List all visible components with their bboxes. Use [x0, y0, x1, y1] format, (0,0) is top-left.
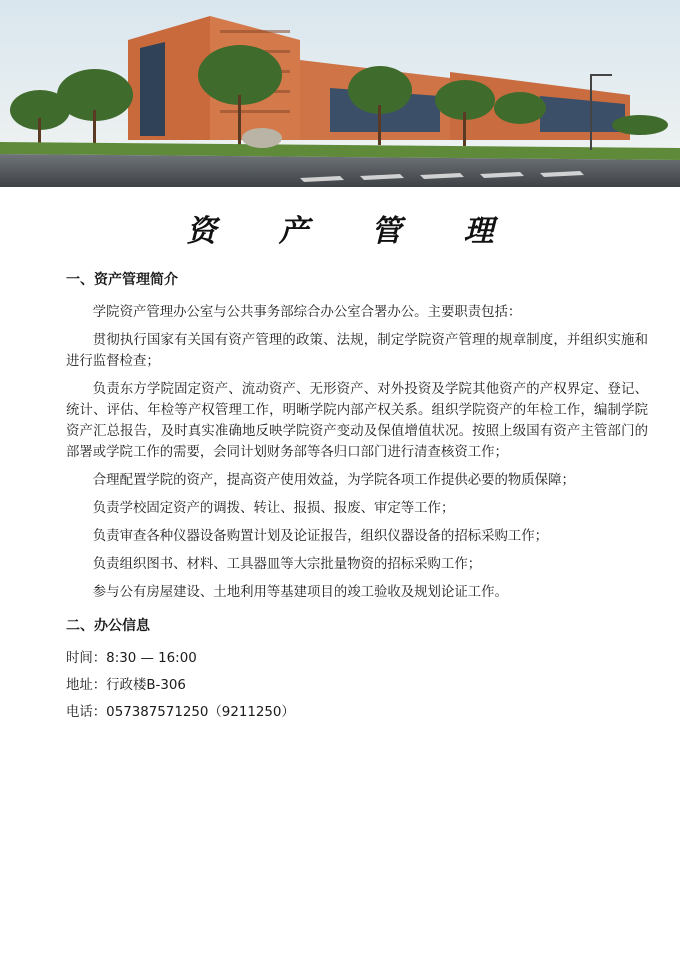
paragraph: 学院资产管理办公室与公共事务部综合办公室合署办公。主要职责包括： — [92, 305, 522, 320]
paragraph: 负责审查各种仪器设备购置计划及论证报告，组织仪器设备的招标采购工作； — [92, 529, 549, 544]
paragraph: 负责东方学院固定资产、流动资产、无形资产、对外投资及学院其他资产的产权界定、登记、统计、评估、年检等产权管理工作，明晰学院内部产权关系。组织学院资产的年检工作，编制学院资产汇总报告，及时真实准确地反映学院资产变动及保值增值状况。按照上级国有资产主管部门的部署或学院工作的需要，会同计划财务部等各归口部门进行清查核资工作； — [66, 382, 648, 460]
section-heading-intro: 一、资产管理简介 — [66, 272, 178, 288]
paragraph: 贯彻执行国家有关国有资产管理的政策、法规，制定学院资产管理的规章制度，并组织实施和进行监督检查； — [66, 333, 648, 369]
paragraph: 参与公有房屋建设、土地利用等基建项目的竣工验收及规划论证工作。 — [92, 585, 508, 600]
office-address: 地址：行政楼B-306 — [66, 678, 186, 693]
paragraph: 负责学校固定资产的调拨、转让、报损、报废、审定等工作； — [92, 501, 455, 516]
paragraph: 合理配置学院的资产，提高资产使用效益，为学院各项工作提供必要的物质保障； — [92, 473, 575, 488]
office-phone: 电话：057387571250（9211250） — [66, 705, 295, 720]
main-content — [66, 270, 648, 729]
campus-banner-photo — [0, 0, 680, 187]
office-hours: 时间：8:30 — 16:00 — [66, 651, 197, 666]
page-title: 资 产 管 理 — [186, 214, 520, 249]
section-heading-office-info: 二、办公信息 — [66, 618, 150, 634]
paragraph: 负责组织图书、材料、工具器皿等大宗批量物资的招标采购工作； — [92, 557, 482, 572]
